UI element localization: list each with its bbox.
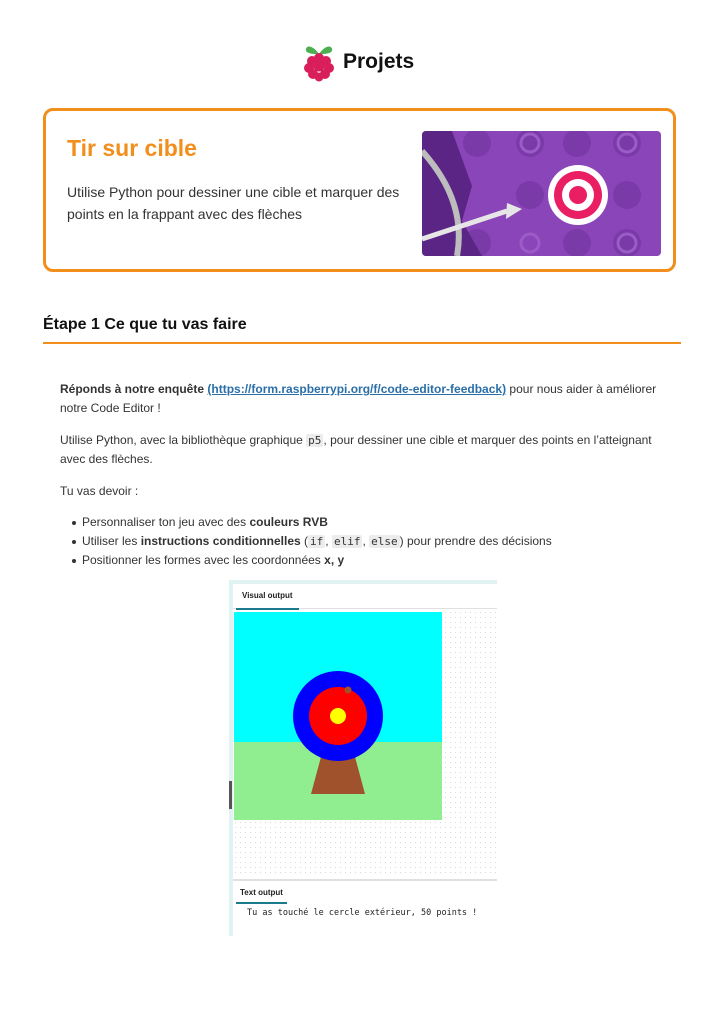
page-header (0, 40, 725, 84)
list-item (60, 513, 552, 532)
list-item-text: , (325, 534, 332, 548)
list-item (60, 532, 552, 551)
console-output-text: Tu as touché le cercle extérieur, 50 points ! (247, 908, 478, 918)
resize-handle[interactable] (229, 781, 232, 809)
list-item-text: Utiliser les (82, 534, 141, 548)
tab-text-output[interactable]: Text output (236, 885, 287, 904)
project-card (43, 108, 676, 272)
intro-text-after: , pour dessiner une cible et marquer des points en l’atteignant avec des flèches. (60, 433, 652, 466)
survey-paragraph (60, 380, 670, 418)
code-if: if (310, 535, 324, 548)
project-description: Utilise Python pour dessiner une cible et marquer des points en la frappant avec des flèches (67, 184, 400, 222)
target-game-canvas (234, 612, 442, 820)
code-elif: elif (333, 535, 361, 548)
list-item-text: Positionner les formes avec les coordonnées (82, 553, 325, 567)
code-else: else (371, 535, 398, 548)
list-item-text: , (362, 534, 370, 548)
list-item (60, 551, 552, 570)
code-editor-output (229, 580, 497, 936)
list-item-bold: x, y (324, 553, 345, 567)
visual-output-area (233, 610, 497, 875)
survey-link[interactable]: (https://form.raspberrypi.org/f/code-editor-feedback) (207, 382, 507, 396)
text-output-tabbar (233, 879, 497, 903)
visual-output-tabbar (233, 584, 497, 609)
list-item-bold: instructions conditionnelles (140, 534, 301, 548)
task-list (60, 513, 552, 570)
brand-title: Projets (343, 50, 415, 73)
tab-visual-output[interactable]: Visual output (236, 586, 299, 610)
you-will-text: Tu vas devoir : (60, 484, 139, 498)
intro-code-p5: p5 (308, 434, 322, 447)
step-title: Étape 1 Ce que tu vas faire (43, 316, 247, 333)
arrow-hit-mark (345, 687, 352, 694)
raspberry-logo-icon (302, 42, 336, 82)
list-item-text: Personnaliser ton jeu avec des (82, 515, 250, 529)
list-item-text: ) pour prendre des décisions (399, 534, 552, 548)
step-divider (43, 342, 681, 344)
list-item-bold: couleurs RVB (249, 515, 328, 529)
survey-bold-text: Réponds à notre enquête (60, 382, 205, 396)
bullseye (330, 708, 346, 724)
list-item-text: ( (300, 534, 309, 548)
intro-text-before: Utilise Python, avec la bibliothèque graphique (60, 433, 303, 447)
project-title: Tir sur cible (67, 135, 197, 161)
intro-paragraph (60, 431, 670, 469)
archery-target-arrow-illustration (422, 131, 661, 256)
survey-rest-text: pour nous aider à améliorer notre Code Editor ! (60, 382, 657, 415)
